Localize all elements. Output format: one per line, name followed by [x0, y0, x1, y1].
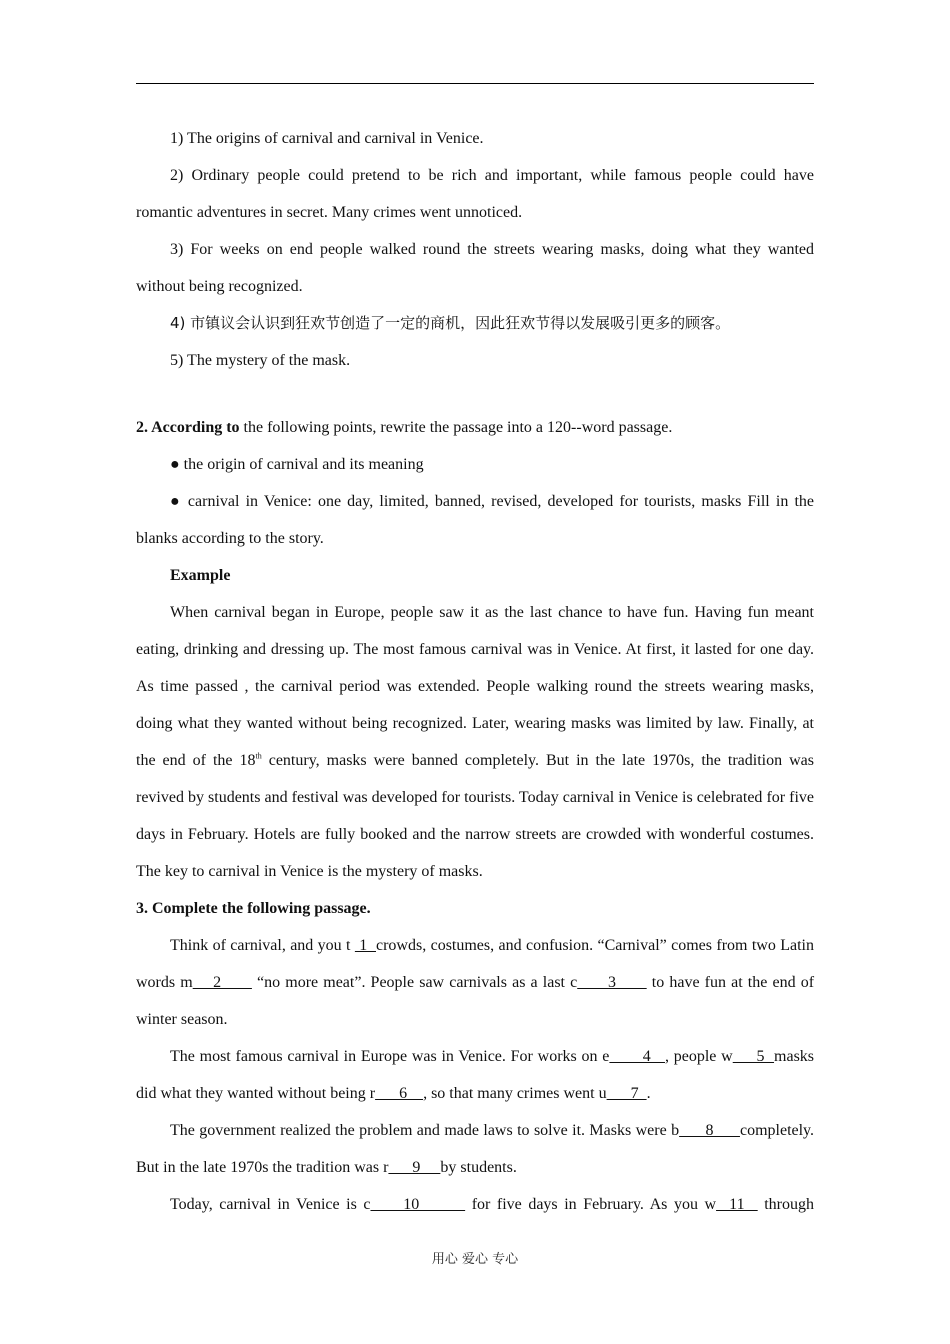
answer-item-2: 2) Ordinary people could pretend to be rich and important, while famous people could have romantic adventures in secret. Many crimes went unnoticed.: [136, 167, 814, 221]
cloze-text: The government realized the problem and made laws to solve it. Masks were b: [170, 1122, 680, 1139]
document-body: [136, 120, 814, 1223]
section-3-heading: 3. Complete the following passage.: [136, 900, 371, 917]
page-footer: 用心 爱心 专心: [431, 1252, 519, 1267]
answer-item-3: 3) For weeks on end people walked round the streets wearing masks, doing what they wanted without being recognized.: [136, 241, 814, 295]
blank-3: 3: [577, 974, 647, 991]
example-paragraph: [136, 594, 814, 890]
answer-list: [136, 120, 814, 379]
cloze-text: .: [646, 1085, 651, 1102]
cloze-text: by students.: [440, 1159, 517, 1176]
cloze-paragraph-3: [136, 1112, 814, 1186]
cloze-paragraph-2: [136, 1038, 814, 1112]
example-text-part1: When carnival began in Europe, people saw it as the last chance to have fun. Having fun meant eating, drinking and dressing up. The most famous carnival was in Venice. At first, it lasted for one day. As time passed , the carnival period was extended. People walking round the streets wearing masks, doing what they wanted without being recognized. Later, wearing masks was limited by law. Finally, at the end of the 18: [136, 604, 814, 769]
blank-2: 2: [192, 974, 252, 991]
section-gap: [136, 379, 814, 409]
answer-item-4: 4) 市镇议会认识到狂欢节创造了一定的商机，因此狂欢节得以发展吸引更多的顾客。: [170, 314, 731, 332]
blank-10: 10: [370, 1196, 466, 1213]
answer-item-5: 5) The mystery of the mask.: [170, 352, 351, 369]
answer-item-1: 1) The origins of carnival and carnival in Venice.: [170, 130, 484, 147]
cloze-text: for five days in February. As you w: [465, 1196, 717, 1213]
cloze-text: crowds, costumes, and confusion. “Carnival” comes from two Latin words m: [136, 937, 814, 991]
blank-5: 5: [732, 1048, 775, 1065]
cloze-text: through: [757, 1196, 815, 1213]
cloze-text: , people w: [664, 1048, 733, 1065]
example-label: Example: [170, 567, 231, 584]
cloze-text: The most famous carnival in Europe was in Venice. For works on e: [170, 1048, 610, 1065]
blank-6: 6: [375, 1085, 424, 1102]
cloze-text: “no more meat”. People saw carnivals as a last c: [251, 974, 578, 991]
cloze-text: masks did what they wanted without being r: [136, 1048, 815, 1102]
section-2-heading-bold: 2. According to: [136, 419, 240, 436]
section-2-heading-rest: the following points, rewrite the passage into a 120--word passage.: [239, 419, 673, 436]
blank-4: 4: [609, 1048, 665, 1065]
blank-9: 9: [388, 1159, 441, 1176]
blank-7: 7: [606, 1085, 647, 1102]
cloze-text: completely. But in the late 1970s the tradition was r: [136, 1122, 815, 1176]
header-rule: [136, 83, 814, 84]
blank-8: 8: [679, 1122, 740, 1139]
example-superscript: th: [255, 751, 262, 761]
cloze-text: , so that many crimes went u: [423, 1085, 607, 1102]
bullet-venice: ● carnival in Venice: one day, limited, banned, revised, developed for tourists, masks Fill in the blanks according to the story.: [136, 493, 814, 547]
cloze-text: Today, carnival in Venice is c: [170, 1196, 371, 1213]
cloze-paragraph-1: [136, 927, 814, 1038]
bullet-origin: ● the origin of carnival and its meaning: [170, 456, 424, 473]
cloze-paragraph-4: [136, 1186, 814, 1223]
cloze-text: to have fun at the end of winter season.: [136, 974, 815, 1028]
section-2-heading: [136, 409, 814, 446]
blank-1: 1: [354, 937, 376, 954]
example-text-part2: century, masks were banned completely. But in the late 1970s, the tradition was revived by students and festival was developed for tourists. Today carnival in Venice is celebrated for five days in February. Hotels are fully booked and the narrow streets are crowded with wonderful costumes. The key to carnival in Venice is the mystery of masks.: [136, 752, 814, 880]
blank-11: 11: [716, 1196, 758, 1213]
cloze-text: Think of carnival, and you t: [170, 937, 355, 954]
